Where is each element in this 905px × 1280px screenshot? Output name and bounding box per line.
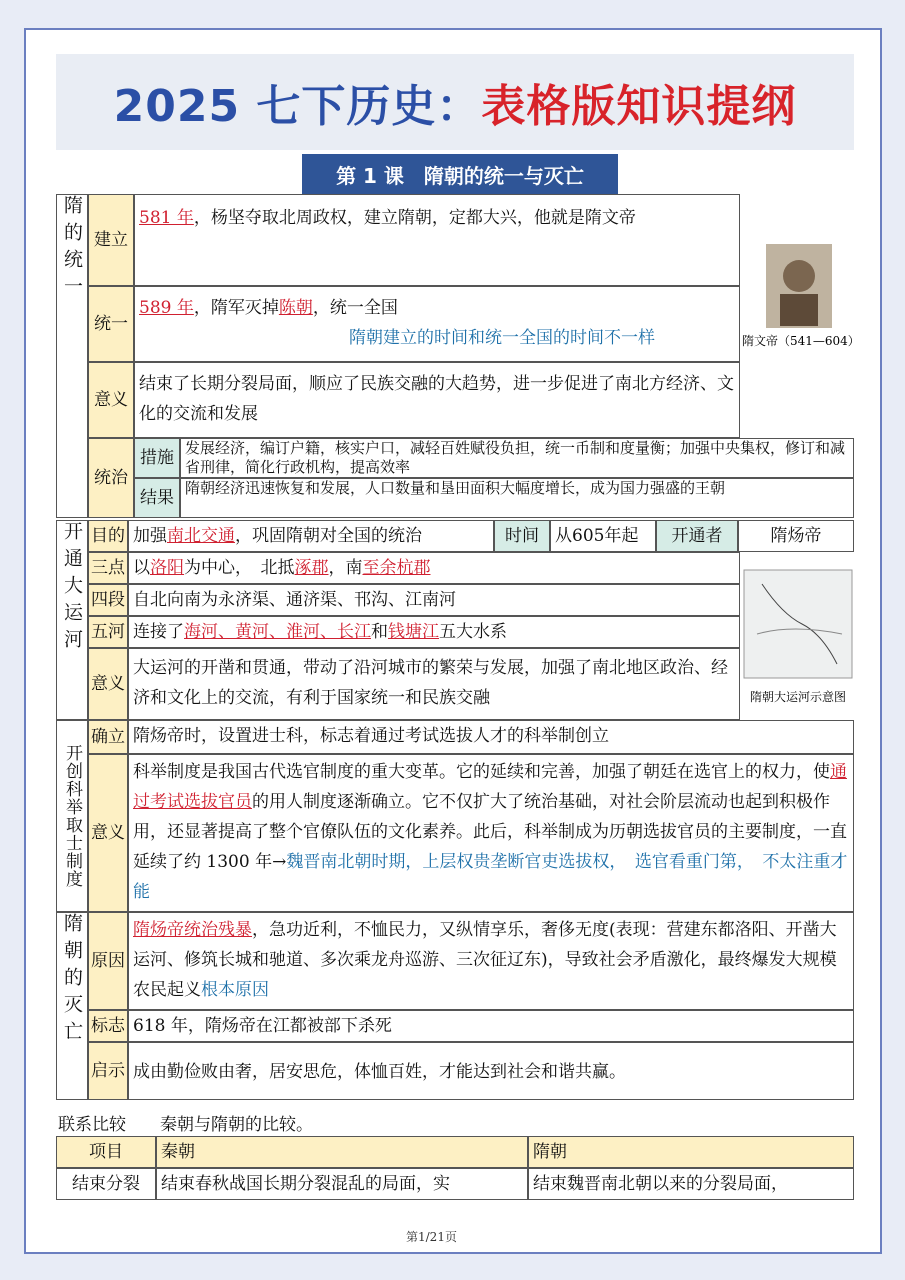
compare-header-qin: 秦朝 [156,1136,528,1168]
group-label-canal: 开通大运河 [56,520,88,720]
row-text-qishi: 成由勤俭败由奢，居安思危，体恤百姓，才能达到社会和谐共赢。 [128,1042,854,1100]
compare-intro: 联系比较 秦朝与隋朝的比较。 [58,1115,313,1135]
row-label-yiyi-1: 意义 [88,362,134,438]
luoyang: 洛阳 [150,558,184,578]
tongyi-text-1: ，隋军灭掉 [193,298,279,318]
row-text-queli: 隋炀帝时，设置进士科，标志着通过考试选拔人才的科举制创立 [128,720,854,754]
row-label-yuanyin: 原因 [88,912,128,1010]
row-text-yiyi-1: 结束了长期分裂局面，顺应了民族交融的大趋势，进一步促进了南北方经济、文化的交流和发展 [134,362,740,438]
map-image [742,554,854,684]
compare-header-item: 项目 [56,1136,156,1168]
jianli-text: ，杨坚夺取北周政权，建立隋朝，定都大兴，他就是隋文帝 [193,208,636,228]
row-label-queli: 确立 [88,720,128,754]
title-banner [56,54,854,150]
portrait-caption: 隋文帝（541—604） [742,334,860,348]
qiantang-river: 钱塘江 [388,622,439,642]
time-value: 从605年起 [550,520,656,552]
title-part-b: 表格版知识提纲 [481,81,797,132]
mudi-text-1: 加强 [133,526,167,546]
four-rivers: 海河、黄河、淮河、长江 [184,622,371,642]
title-part-a: 2025 七下历史： [113,81,482,132]
row-text-biaozhi: 618 年，隋炀帝在江都被部下杀死 [128,1010,854,1042]
exam-t2: 的用人制度逐渐确立。它不仅扩大了统治基础，对社会阶层流动也起到积极作用，还显著提高了整个官僚队伍的文化素养。此后，科举制成为历朝选拔官员的主要制度，一直延续了约 1300 年→ [133,792,847,872]
yuanyin-text: ，急功近利，不恤民力，又纵情享乐，奢侈无度(表现：营建东都洛阳、开凿大运河、修筑长城和驰道、多次乘龙舟巡游、三次征辽东)，导致社会矛盾激化，最终爆发大规模农民起义 [133,920,837,1000]
row-text-yiyi-2: 大运河的开凿和贯通，带动了沿河城市的繁荣与发展，加强了南北地区政治、经济和文化上的交流，有利于国家统一和民族交融 [128,648,740,720]
row-label-tongyi: 统一 [88,286,134,362]
canal-map [742,554,854,720]
sub-label-cuoshi: 措施 [134,438,180,478]
sandian-t3: ，南 [328,558,363,578]
zhuojun: 涿郡 [294,558,329,578]
chen-dynasty: 陈朝 [278,298,313,318]
tongyi-note: 隋朝建立的时间和统一全国的时间不一样 [349,328,655,348]
row-text-yiyi-3 [128,754,854,912]
sandian-t2: 为中心， 北抵 [184,558,295,578]
row-text-siduan: 自北向南为永济渠、通济渠、邗沟、江南河 [128,584,740,616]
row-label-mudi: 目的 [88,520,128,552]
yuhang: 至余杭郡 [362,558,431,578]
compare-row-sui: 结束魏晋南北朝以来的分裂局面， [528,1168,854,1200]
row-label-yiyi-3: 意义 [88,754,128,912]
wuhe-t3: 五大水系 [439,622,507,642]
group-label-unification: 隋的统一 [56,194,88,518]
sub-label-jieguo: 结果 [134,478,180,518]
row-label-siduan: 四段 [88,584,128,616]
row-label-tongzhi: 统治 [88,438,134,518]
row-label-qishi: 启示 [88,1042,128,1100]
year-581: 581 年 [139,208,194,228]
row-label-yiyi-2: 意义 [88,648,128,720]
year-589: 589 年 [139,298,194,318]
compare-row-qin: 结束春秋战国长期分裂混乱的局面，实 [156,1168,528,1200]
wuhe-t2: 和 [371,622,388,642]
portrait-sui-wendi [742,194,860,438]
wuhe-t1: 连接了 [133,622,184,642]
row-label-biaozhi: 标志 [88,1010,128,1042]
sandian-t1: 以 [133,558,150,578]
row-text-wuhe [128,616,740,648]
group-label-exam [56,720,88,912]
opener-label: 开通者 [656,520,738,552]
row-label-jianli: 建立 [88,194,134,286]
sub-text-jieguo: 隋朝经济迅速恢复和发展，人口数量和垦田面积大幅度增长，成为国力强盛的王朝 [180,478,854,518]
row-text-sandian [128,552,740,584]
exam-note: 魏晋南北朝时期，上层权贵垄断官吏选拔权， 选官看重门第， 不太注重才能 [133,852,848,902]
group-label-fall: 隋朝的灭亡 [56,912,88,1100]
document-page [24,28,882,1254]
tongyi-text-2: ，统一全国 [312,298,398,318]
sub-text-cuoshi: 发展经济，编订户籍，核实户口，减轻百姓赋役负担，统一币制和度量衡；加强中央集权，修订和减省刑律，简化行政机构，提高效率 [180,438,854,478]
root-cause-note: 根本原因 [201,980,269,1000]
exam-group-text: 开创科举取士制度 [62,744,82,888]
north-south-traffic: 南北交通 [167,526,235,546]
lesson-title: 第 1 课 隋朝的统一与灭亡 [302,154,618,194]
row-label-sandian: 三点 [88,552,128,584]
portrait-image [742,194,860,438]
row-text-yuanyin [128,912,854,1010]
compare-row-label: 结束分裂 [56,1168,156,1200]
mudi-text-2: ，巩固隋朝对全国的统治 [235,526,422,546]
exam-highlight: 通过考试选拔官员 [133,762,847,812]
row-text-jianli [134,194,740,286]
time-label: 时间 [494,520,550,552]
page-number: 第1/21页 [406,1230,457,1244]
tyranny-highlight: 隋炀帝统治残暴 [133,920,252,940]
exam-t1: 科举制度是我国古代选官制度的重大变革。它的延续和完善，加强了朝廷在选官上的权力，使 [133,762,830,782]
row-text-tongyi [134,286,740,362]
opener-value: 隋炀帝 [738,520,854,552]
row-label-wuhe: 五河 [88,616,128,648]
row-text-mudi [128,520,494,552]
compare-header-sui: 隋朝 [528,1136,854,1168]
map-caption: 隋朝大运河示意图 [749,690,846,704]
